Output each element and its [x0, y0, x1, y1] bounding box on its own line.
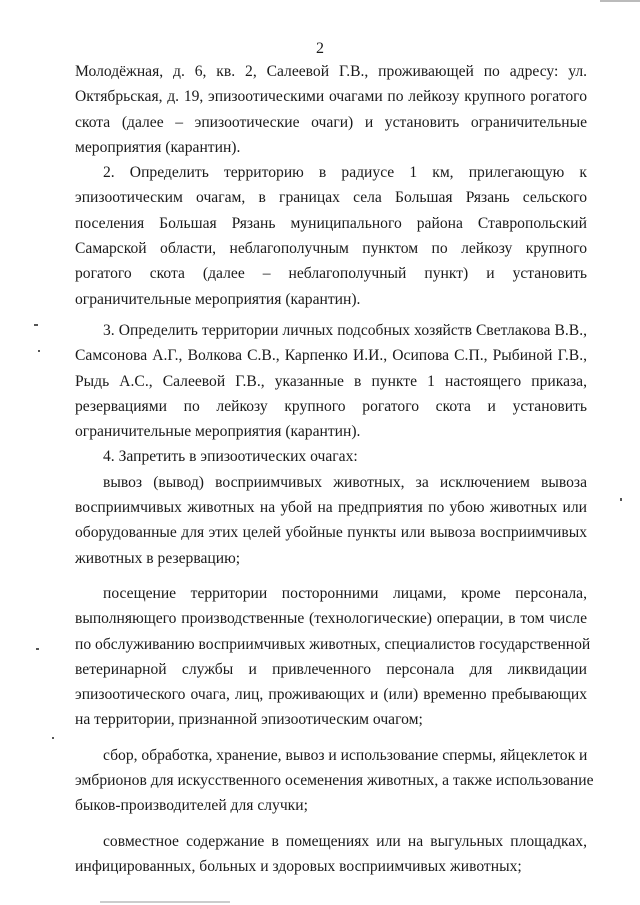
text-line: Самсонова А.Г., Волкова С.В., Карпенко И.И., Осипова С.П., Рыбиной Г.В., — [75, 347, 587, 365]
paragraph-4 — [75, 444, 587, 469]
text-line: на территории, признанной эпизоотическим очагом; — [75, 711, 423, 729]
paragraph-8 — [75, 829, 587, 880]
document-body — [75, 59, 594, 879]
text-line: восприимчивых животных на убой на предприятия по убою животных или — [75, 499, 587, 517]
text-line: резервациями по лейкозу крупного рогатого скота и установить — [75, 397, 587, 415]
text-line: оборудованные для этих целей убойные пункты или вывоза восприимчивых — [75, 524, 587, 542]
text-line: ограничительные мероприятия (карантин). — [75, 290, 361, 308]
text-line: инфицированных, больных и здоровых восприимчивых животных; — [75, 857, 522, 875]
text-line: совместное содержание в помещениях или на выгульных площадках, — [103, 832, 587, 850]
text-line: животных в резервацию; — [75, 549, 241, 567]
scan-edge-mark — [600, 0, 640, 2]
paragraph-5 — [75, 470, 587, 571]
paragraph-1 — [75, 59, 587, 160]
scan-speck — [38, 350, 40, 352]
text-line: Молодёжная, д. 6, кв. 2, Салеевой Г.В., проживающей по адресу: ул. — [75, 63, 587, 80]
text-line: вывоз (вывод) восприимчивых животных, за исключением вывоза — [103, 473, 587, 491]
paragraph-6 — [75, 581, 591, 733]
scan-edge-mark — [100, 901, 230, 903]
paragraph-3 — [75, 318, 587, 444]
text-line: по обслуживанию восприимчивых животных, специалистов государственной — [75, 635, 591, 653]
scan-speck — [36, 648, 39, 650]
text-line: сбор, обработка, хранение, вывоз и использование спермы, яйцеклеток и — [103, 746, 588, 764]
text-line: рогатого скота (далее – неблагополучный пункт) и установить — [75, 265, 587, 283]
text-line: быков-производителей для случки; — [75, 797, 308, 815]
text-line: 2. Определить территорию в радиусе 1 км, прилегающую к — [103, 164, 587, 182]
paragraph-7 — [75, 743, 594, 819]
text-line: Рыдь А.С., Салеевой Г.В., указанные в пункте 1 настоящего приказа, — [75, 372, 587, 390]
text-line: выполняющего производственные (технологические) операции, в том числе — [75, 610, 587, 628]
text-line: Самарской области, неблагополучным пунктом по лейкозу крупного — [75, 240, 587, 258]
scan-speck — [620, 498, 622, 501]
text-line: 3. Определить территории личных подсобных хозяйств Светлакова В.В., — [103, 321, 587, 339]
text-line: скота (далее – эпизоотические очаги) и установить ограничительные — [75, 113, 587, 131]
paragraph-2 — [75, 160, 587, 312]
text-line: посещение территории посторонними лицами, кроме персонала, — [103, 584, 587, 602]
text-line: 4. Запретить в эпизоотических очагах: — [103, 448, 358, 466]
text-line: ветеринарной службы и привлеченного персонала для ликвидации — [75, 660, 587, 678]
text-line: Октябрьская, д. 19, эпизоотическими очагами по лейкозу крупного рогатого — [75, 88, 587, 106]
text-line: поселения Большая Рязань муниципального района Ставропольский — [75, 214, 587, 232]
scan-speck — [52, 737, 54, 739]
text-line: эпизоотическим очагам, в границах села Большая Рязань сельского — [75, 189, 587, 207]
scan-speck — [34, 324, 38, 326]
text-line: мероприятия (карантин). — [75, 138, 241, 156]
text-line: эмбрионов для искусственного осеменения животных, а также использование — [75, 772, 594, 790]
text-line: ограничительные мероприятия (карантин). — [75, 423, 361, 441]
text-line: эпизоотического очага, лиц, проживающих и (или) временно пребывающих — [75, 686, 587, 704]
page-number: 2 — [316, 40, 324, 57]
